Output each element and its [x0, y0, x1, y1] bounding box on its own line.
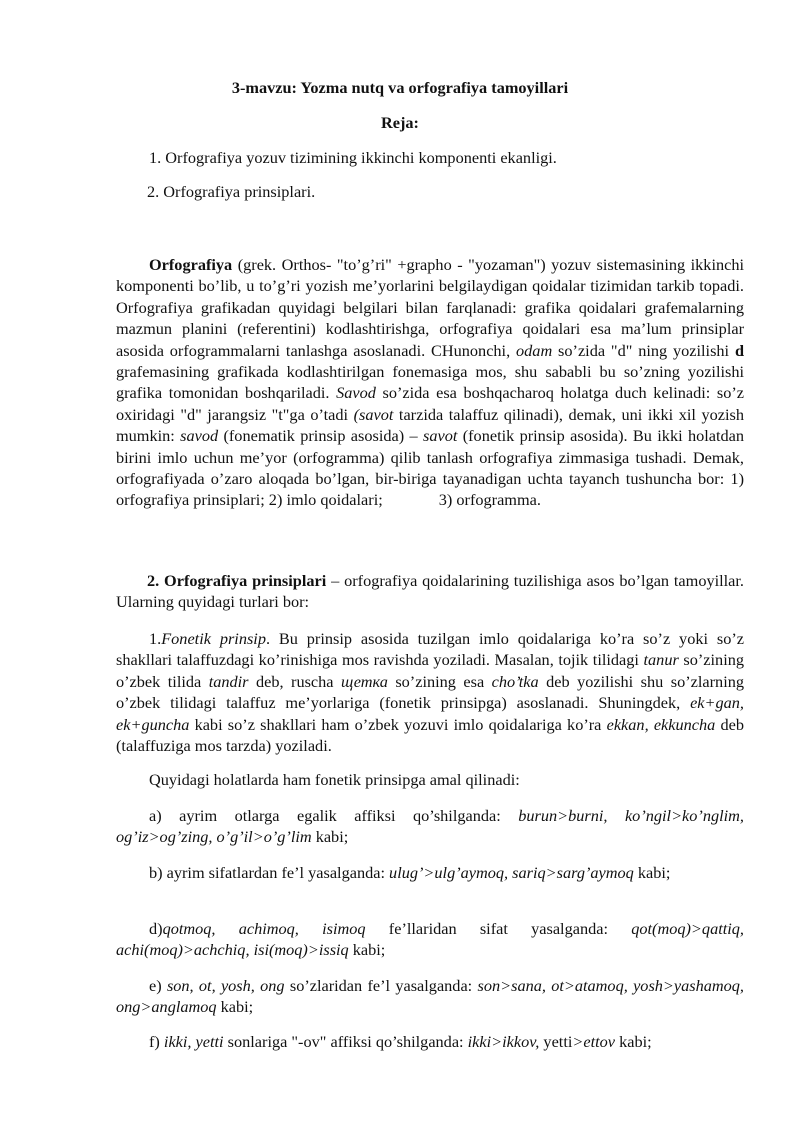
- term-orfografiya: Orfografiya: [149, 255, 233, 274]
- text: sonlariga "-ov" affiksi qo’shilganda:: [223, 1032, 468, 1051]
- text: 1.: [149, 629, 162, 648]
- example-word: savod: [180, 426, 219, 446]
- text: d): [149, 919, 163, 938]
- text: yetti: [539, 1032, 573, 1051]
- list-item-e: [116, 975, 744, 1018]
- text: e): [149, 976, 167, 995]
- list-item-f: [116, 1031, 744, 1052]
- term-d: d: [734, 340, 744, 360]
- text: b) ayrim sifatlardan fe’l yasalganda:: [149, 863, 390, 882]
- list-item-d: [116, 918, 744, 961]
- example-word: tanur: [643, 650, 679, 670]
- text: a) ayrim otlarga egalik affiksi qo’shilganda:: [149, 806, 519, 825]
- example-word: ekkan, ekkuncha: [606, 714, 716, 734]
- example-word: щетка: [341, 671, 388, 691]
- text: deb (talaffuziga mos tarzda) yoziladi.: [116, 714, 745, 756]
- text: kabi;: [615, 1032, 652, 1051]
- example-word: >ettov: [572, 1032, 616, 1051]
- example-word: (savot: [353, 404, 394, 424]
- list-item-b: [116, 862, 744, 883]
- text: deb, ruscha: [248, 671, 342, 691]
- text: kabi so’z shakllari ham o’zbek yozuvi imlo qoidalariga ko’ra: [189, 714, 607, 734]
- plan-label: Reja:: [381, 113, 419, 132]
- text: tarzida talaffuz qilinadi), demak, uni ikki xil yozish mumkin:: [116, 404, 744, 446]
- text: so’zida esa boshqacharoq holatga duch kelinadi: so’z oxiridagi "d" jarangsiz "t"ga o’tadi: [116, 383, 744, 424]
- text: – orfografiya qoidalarining tuzilishiga asos bo’lgan tamoyillar. Ularning quyidagi turlari bor:: [116, 571, 744, 612]
- paragraph-phonetic-principle: [116, 628, 744, 756]
- list-item-a: [116, 805, 744, 848]
- section-heading-principles: 2. Orfografiya prinsiplari: [147, 571, 327, 590]
- text: kabi;: [348, 940, 386, 960]
- text: (fonematik prinsip asosida) –: [218, 426, 423, 446]
- text: so’zida "d" ning yozilishi: [552, 340, 735, 360]
- text: so’zining o’zbek tilida: [116, 650, 744, 691]
- example-word: ikki>ikkov,: [467, 1032, 540, 1051]
- example-word: qot(moq)>qattiq, achi(moq)>achchiq, isi(moq)>issiq: [116, 919, 744, 960]
- example-word: ulug’>ulg’aymoq, sariq>sarg’aymoq: [389, 863, 634, 882]
- example-word: son>sana, ot>atamoq, yosh>yashamoq, ong>anglamoq: [116, 976, 744, 1017]
- text: fe’llaridan sifat yasalganda:: [365, 919, 632, 938]
- plan-item-1: 1. Orfografiya yozuv tizimining ikkinchi komponenti ekanligi.: [149, 148, 557, 167]
- example-word: cho’tka: [491, 671, 539, 691]
- example-word: savot: [423, 426, 458, 446]
- document-title: 3-mavzu: Yozma nutq va orfografiya tamoyillari: [231, 78, 569, 97]
- example-word: ek+gan, ek+guncha: [116, 693, 744, 734]
- text: . Bu prinsip asosida tuzilgan imlo qoidalariga ko’ra so’z yoki so’z shakllari talaffuzdagi ko’rinishiga mos ravishda yoziladi. Masalan, tojik tilidagi: [116, 629, 745, 670]
- text: so’zining esa: [387, 671, 492, 691]
- example-word: ikki, yetti: [163, 1032, 224, 1051]
- example-word: odam: [516, 340, 553, 360]
- plan-item-2: 2. Orfografiya prinsiplari.: [147, 182, 316, 201]
- example-word: qotmoq, achimoq, isimoq: [162, 919, 366, 938]
- example-word: burun>burni, ko’ngil>ko’nglim, og’iz>og’zing, o’g’il>o’g’lim: [116, 806, 745, 847]
- text: grafemasining grafikada kodlashtirilgan fonemasiga mos, shu sababli bu so’zning yozilishi grafika tomonidan boshqariladi.: [116, 362, 744, 403]
- example-word: tandir: [208, 671, 249, 691]
- paragraph-principles-intro: [116, 570, 744, 613]
- paragraph-cases-intro: [116, 769, 744, 790]
- paragraph-orthography-definition: [116, 254, 744, 511]
- text: 3) orfogramma.: [438, 490, 541, 510]
- text: kabi;: [633, 863, 671, 882]
- text: Quyidagi holatlarda ham fonetik prinsipga amal qilinadi:: [149, 770, 520, 789]
- text: (grek. Orthos- "to’g’ri" +grapho - "yozaman") yozuv sistemasining ikkinchi komponenti bo’lib, u to’g’ri yozish me’yorlarini belgilaydigan qoidalar tizimidan tarkib topadi. Orfografiya grafikadan quyidagi belgilari bilan farqlanadi: grafika qoidalari grafemalarning mazmun planini (referentini) kodlashtirishga, orfografiya qoidalari esa ma’lum prinsiplar asosida orfogrammalarni tanlashga asoslanadi. CHunonchi,: [116, 255, 744, 360]
- text: kabi;: [311, 827, 349, 847]
- text: (fonetik prinsip asosida). Bu ikki holatdan birini imlo uchun me’yor (orfogramma) qilib tanlash orfografiya zimmasiga tushadi. Demak, orfografiyada o’zaro aloqada bo’lgan, bir-biriga tayanadigan uchta tayanch tushuncha bor: 1) orfografiya prinsiplari; 2) imlo qoidalari;: [116, 426, 745, 510]
- text: deb yozilishi shu so’zlarning o’zbek tilidagi talaffuz me’yorlariga (fonetik prinsipga) asoslanadi. Shuningdek,: [116, 671, 745, 713]
- text: f): [149, 1032, 164, 1051]
- example-word: son, ot, yosh, ong: [166, 976, 285, 995]
- term-fonetik-prinsip: Fonetik prinsip: [161, 629, 266, 648]
- text: kabi;: [216, 997, 254, 1017]
- text: so’zlaridan fe’l yasalganda:: [284, 976, 478, 995]
- example-word: Savod: [336, 383, 376, 403]
